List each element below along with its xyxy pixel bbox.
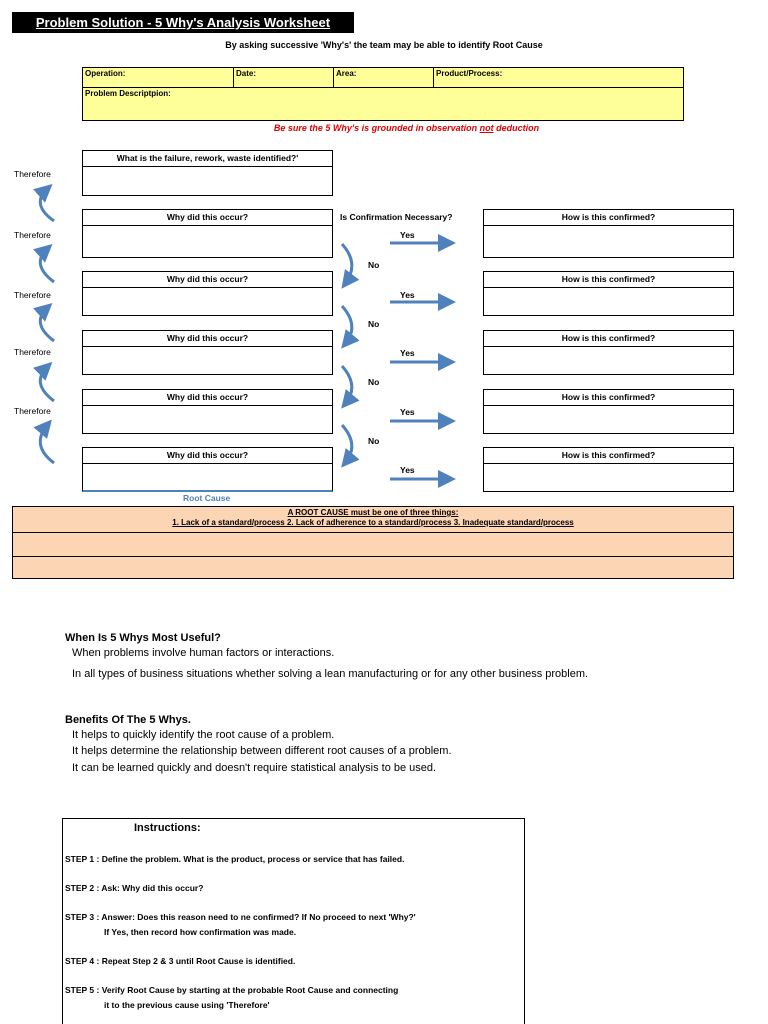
confirmation-question: Is Confirmation Necessary? [340, 212, 453, 222]
yes-label: Yes [400, 407, 415, 417]
why-header: Why did this occur? [83, 390, 332, 406]
warning-text-emphasis: not [479, 123, 494, 133]
why-header: Why did this occur? [83, 272, 332, 288]
confirm-header: How is this confirmed? [484, 272, 733, 288]
instruction-step: STEP 5 : Verify Root Cause by starting at the probable Root Cause and connecting [65, 985, 399, 995]
root-cause-label: Root Cause [183, 493, 231, 503]
root-cause-table [12, 506, 734, 579]
therefore-curve-arrow-icon [40, 188, 54, 221]
benefits-title: Benefits Of The 5 Whys. [65, 714, 191, 726]
root-cause-input[interactable] [13, 557, 733, 580]
useful-item: When problems involve human factors or interactions. [72, 647, 335, 659]
failure-header: What is the failure, rework, waste identified?' [83, 151, 332, 167]
instruction-step: it to the previous cause using 'Therefore' [104, 1000, 270, 1010]
yes-label: Yes [400, 230, 415, 240]
therefore-label: Therefore [14, 169, 51, 179]
instruction-step: If Yes, then record how confirmation was made. [104, 927, 297, 937]
worksheet-subtitle: By asking successive 'Why's' the team may be able to identify Root Cause [225, 40, 543, 50]
no-curve-arrow-icon [342, 244, 352, 284]
therefore-curve-arrow-icon [40, 307, 54, 341]
useful-item: In all types of business situations whether solving a lean manufacturing or for any other business problem. [72, 668, 589, 680]
warning-text-after: deduction [493, 123, 540, 133]
warning-text-before: Be sure the 5 Why's is grounded in observation [273, 123, 480, 133]
therefore-label: Therefore [14, 347, 51, 357]
root-cause-input[interactable] [13, 533, 733, 557]
no-curve-arrow-icon [342, 306, 352, 344]
yes-label: Yes [400, 348, 415, 358]
benefit-item: It helps to quickly identify the root cause of a problem. [72, 729, 335, 741]
benefit-item: It can be learned quickly and doesn't require statistical analysis to be used. [72, 762, 437, 774]
benefit-item: It helps determine the relationship between different root causes of a problem. [72, 745, 452, 757]
instruction-step: STEP 3 : Answer: Does this reason need to ne confirmed? If No proceed to next 'Why?' [65, 912, 416, 922]
root-cause-rule-line1: A ROOT CAUSE must be one of three things: [287, 508, 459, 517]
no-label: No [368, 319, 380, 329]
therefore-label: Therefore [14, 230, 51, 240]
instruction-step: STEP 2 : Ask: Why did this occur? [65, 883, 204, 893]
root-cause-rule-line2: 1. Lack of a standard/process 2. Lack of adherence to a standard/process 3. Inadequate standard/process [172, 518, 574, 527]
yes-label: Yes [400, 290, 415, 300]
worksheet-title: Problem Solution - 5 Why's Analysis Worksheet [12, 12, 354, 33]
therefore-curve-arrow-icon [40, 248, 54, 282]
confirm-header: How is this confirmed? [484, 390, 733, 406]
instruction-step: STEP 4 : Repeat Step 2 & 3 until Root Cause is identified. [65, 956, 296, 966]
confirm-header: How is this confirmed? [484, 331, 733, 347]
problem-description-label: Problem Descriptpion: [85, 89, 171, 98]
operation-label: Operation: [85, 69, 126, 78]
why-header: Why did this occur? [83, 210, 332, 226]
why-header: Why did this occur? [83, 448, 332, 464]
no-label: No [368, 260, 380, 270]
useful-title: When Is 5 Whys Most Useful? [65, 632, 221, 644]
product-label: Product/Process: [436, 69, 503, 78]
no-curve-arrow-icon [342, 425, 352, 463]
yes-label: Yes [400, 465, 415, 475]
no-curve-arrow-icon [342, 366, 352, 404]
therefore-label: Therefore [14, 290, 51, 300]
therefore-label: Therefore [14, 406, 51, 416]
instruction-step: STEP 1 : Define the problem. What is the product, process or service that has failed. [65, 854, 405, 864]
therefore-curve-arrow-icon [40, 424, 54, 463]
confirm-header: How is this confirmed? [484, 448, 733, 464]
therefore-curve-arrow-icon [40, 366, 54, 401]
root-cause-rule [13, 507, 733, 533]
instructions-title: Instructions: [134, 822, 201, 834]
area-label: Area: [336, 69, 357, 78]
flow-arrows [0, 0, 768, 500]
why-header: Why did this occur? [83, 331, 332, 347]
no-label: No [368, 436, 380, 446]
confirm-header: How is this confirmed? [484, 210, 733, 226]
no-label: No [368, 377, 380, 387]
date-label: Date: [236, 69, 257, 78]
instructions-box [62, 818, 525, 1024]
